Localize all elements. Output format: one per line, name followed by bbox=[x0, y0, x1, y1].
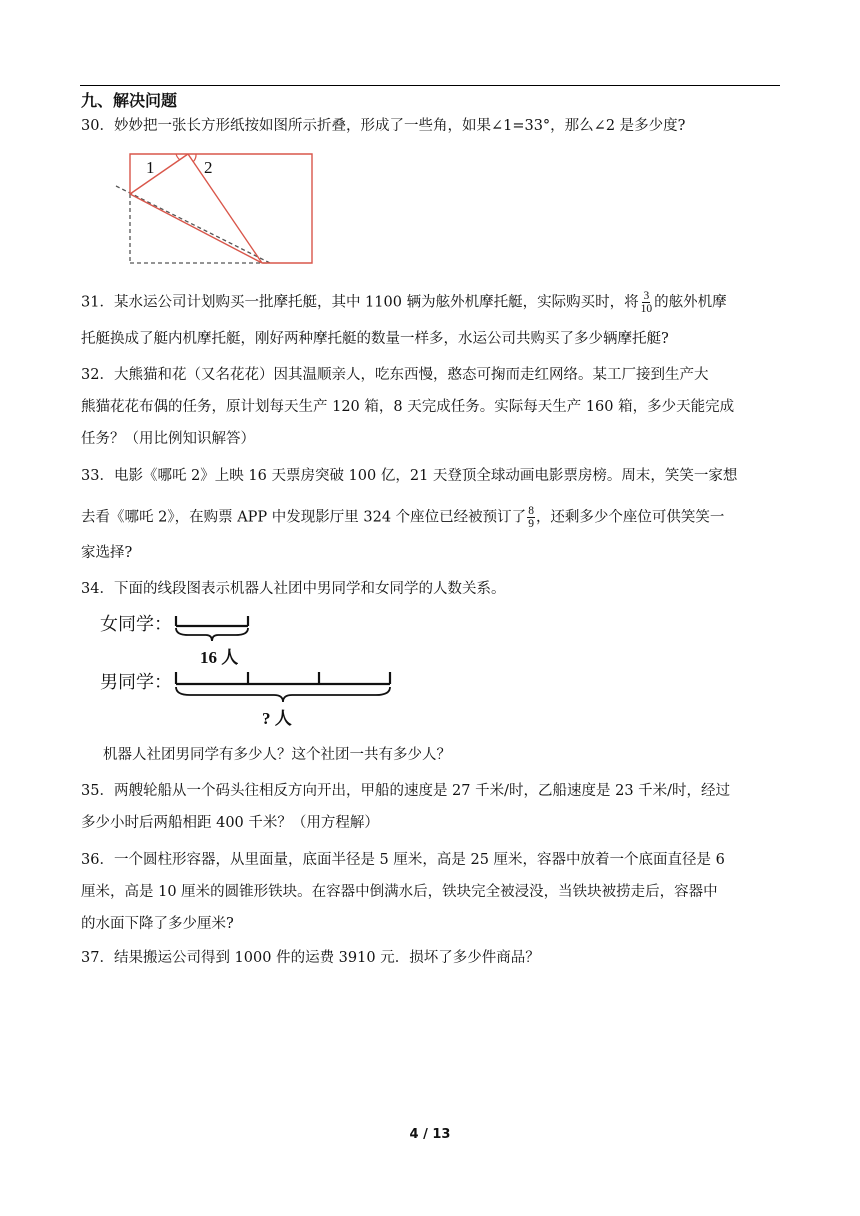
fraction-3-10: $\frac{3}{10}$ bbox=[640, 290, 653, 315]
boys-brace bbox=[176, 687, 390, 702]
boys-value: ? 人 bbox=[262, 709, 292, 728]
angle-1-label: 1 bbox=[146, 158, 155, 177]
angle-1-arc bbox=[176, 154, 180, 160]
angle-2-label: 2 bbox=[204, 158, 213, 177]
fraction-8-9: $\frac{8}{9}$ bbox=[528, 505, 534, 530]
page-number: 4 / 13 bbox=[409, 1127, 451, 1142]
angle-2-arc bbox=[193, 154, 196, 162]
girls-label: 女同学： bbox=[100, 614, 172, 634]
folded-edge-3 bbox=[130, 194, 262, 263]
girls-value: 16 人 bbox=[200, 648, 239, 667]
folded-edge-2 bbox=[188, 154, 262, 263]
section-title: 九、解决问题 bbox=[81, 91, 178, 110]
q34-line-segment-diagram bbox=[96, 608, 406, 738]
q30-folded-rectangle-figure bbox=[110, 148, 325, 272]
fold-crease-line bbox=[116, 186, 270, 263]
question-32-line-2: 熊猫花花布偶的任务，原计划每天生产 120 箱，8 天完成任务。实际每天生产 160 箱，多少天能完成 bbox=[81, 399, 735, 415]
boys-label: 男同学： bbox=[100, 672, 172, 692]
question-36-line-1: 36．一个圆柱形容器，从里面量，底面半径是 5 厘米，高是 25 厘米，容器中放着一个底面直径是 6 bbox=[81, 852, 725, 868]
question-33-line-3: 家选择? bbox=[81, 545, 133, 561]
question-36-line-3: 的水面下降了多少厘米? bbox=[81, 916, 234, 932]
question-32-line-1: 32．大熊猫和花（又名花花）因其温顺亲人，吃东西慢，憨态可掬而走红网络。某工厂接到生产大 bbox=[81, 367, 709, 383]
question-31-line-2: 托艇换成了艇内机摩托艇，刚好两种摩托艇的数量一样多，水运公司共购买了多少辆摩托艇? bbox=[81, 331, 669, 347]
question-33-line-2: 去看《哪吒 2》，在购票 APP 中发现影厅里 324 个座位已经被预订了 $\frac{8}{9}$ ，还剩多少个座位可供笑笑一 bbox=[81, 505, 725, 530]
header-rule bbox=[80, 85, 780, 86]
question-32-line-3: 任务？（用比例知识解答） bbox=[81, 431, 255, 447]
question-35-line-2: 多少小时后两船相距 400 千米？（用方程解） bbox=[81, 815, 379, 831]
question-30: 30．妙妙把一张长方形纸按如图所示折叠，形成了一些角，如果∠1=33°，那么∠2 是多少度? bbox=[81, 118, 686, 134]
question-31-line-1: 31．某水运公司计划购买一批摩托艇，其中 1100 辆为舷外机摩托艇，实际购买时，将 $\frac{3}{10}$ 的舷外机摩 bbox=[81, 290, 727, 315]
question-36-line-2: 厘米，高是 10 厘米的圆锥形铁块。在容器中倒满水后，铁块完全被浸没，当铁块被捞走后，容器中 bbox=[81, 884, 718, 900]
question-37: 37．结果搬运公司得到 1000 件的运费 3910 元．损坏了多少件商品？ bbox=[81, 950, 540, 966]
question-34-ask: 机器人社团男同学有多少人？这个社团一共有多少人？ bbox=[103, 747, 451, 763]
question-34: 34．下面的线段图表示机器人社团中男同学和女同学的人数关系。 bbox=[81, 581, 506, 597]
girls-brace bbox=[176, 628, 248, 641]
question-33-line-1: 33．电影《哪吒 2》上映 16 天票房突破 100 亿，21 天登顶全球动画电影票房榜。周末，笑笑一家想 bbox=[81, 468, 738, 484]
question-35-line-1: 35．两艘轮船从一个码头往相反方向开出，甲船的速度是 27 千米/时，乙船速度是 23 千米/时，经过 bbox=[81, 783, 731, 799]
